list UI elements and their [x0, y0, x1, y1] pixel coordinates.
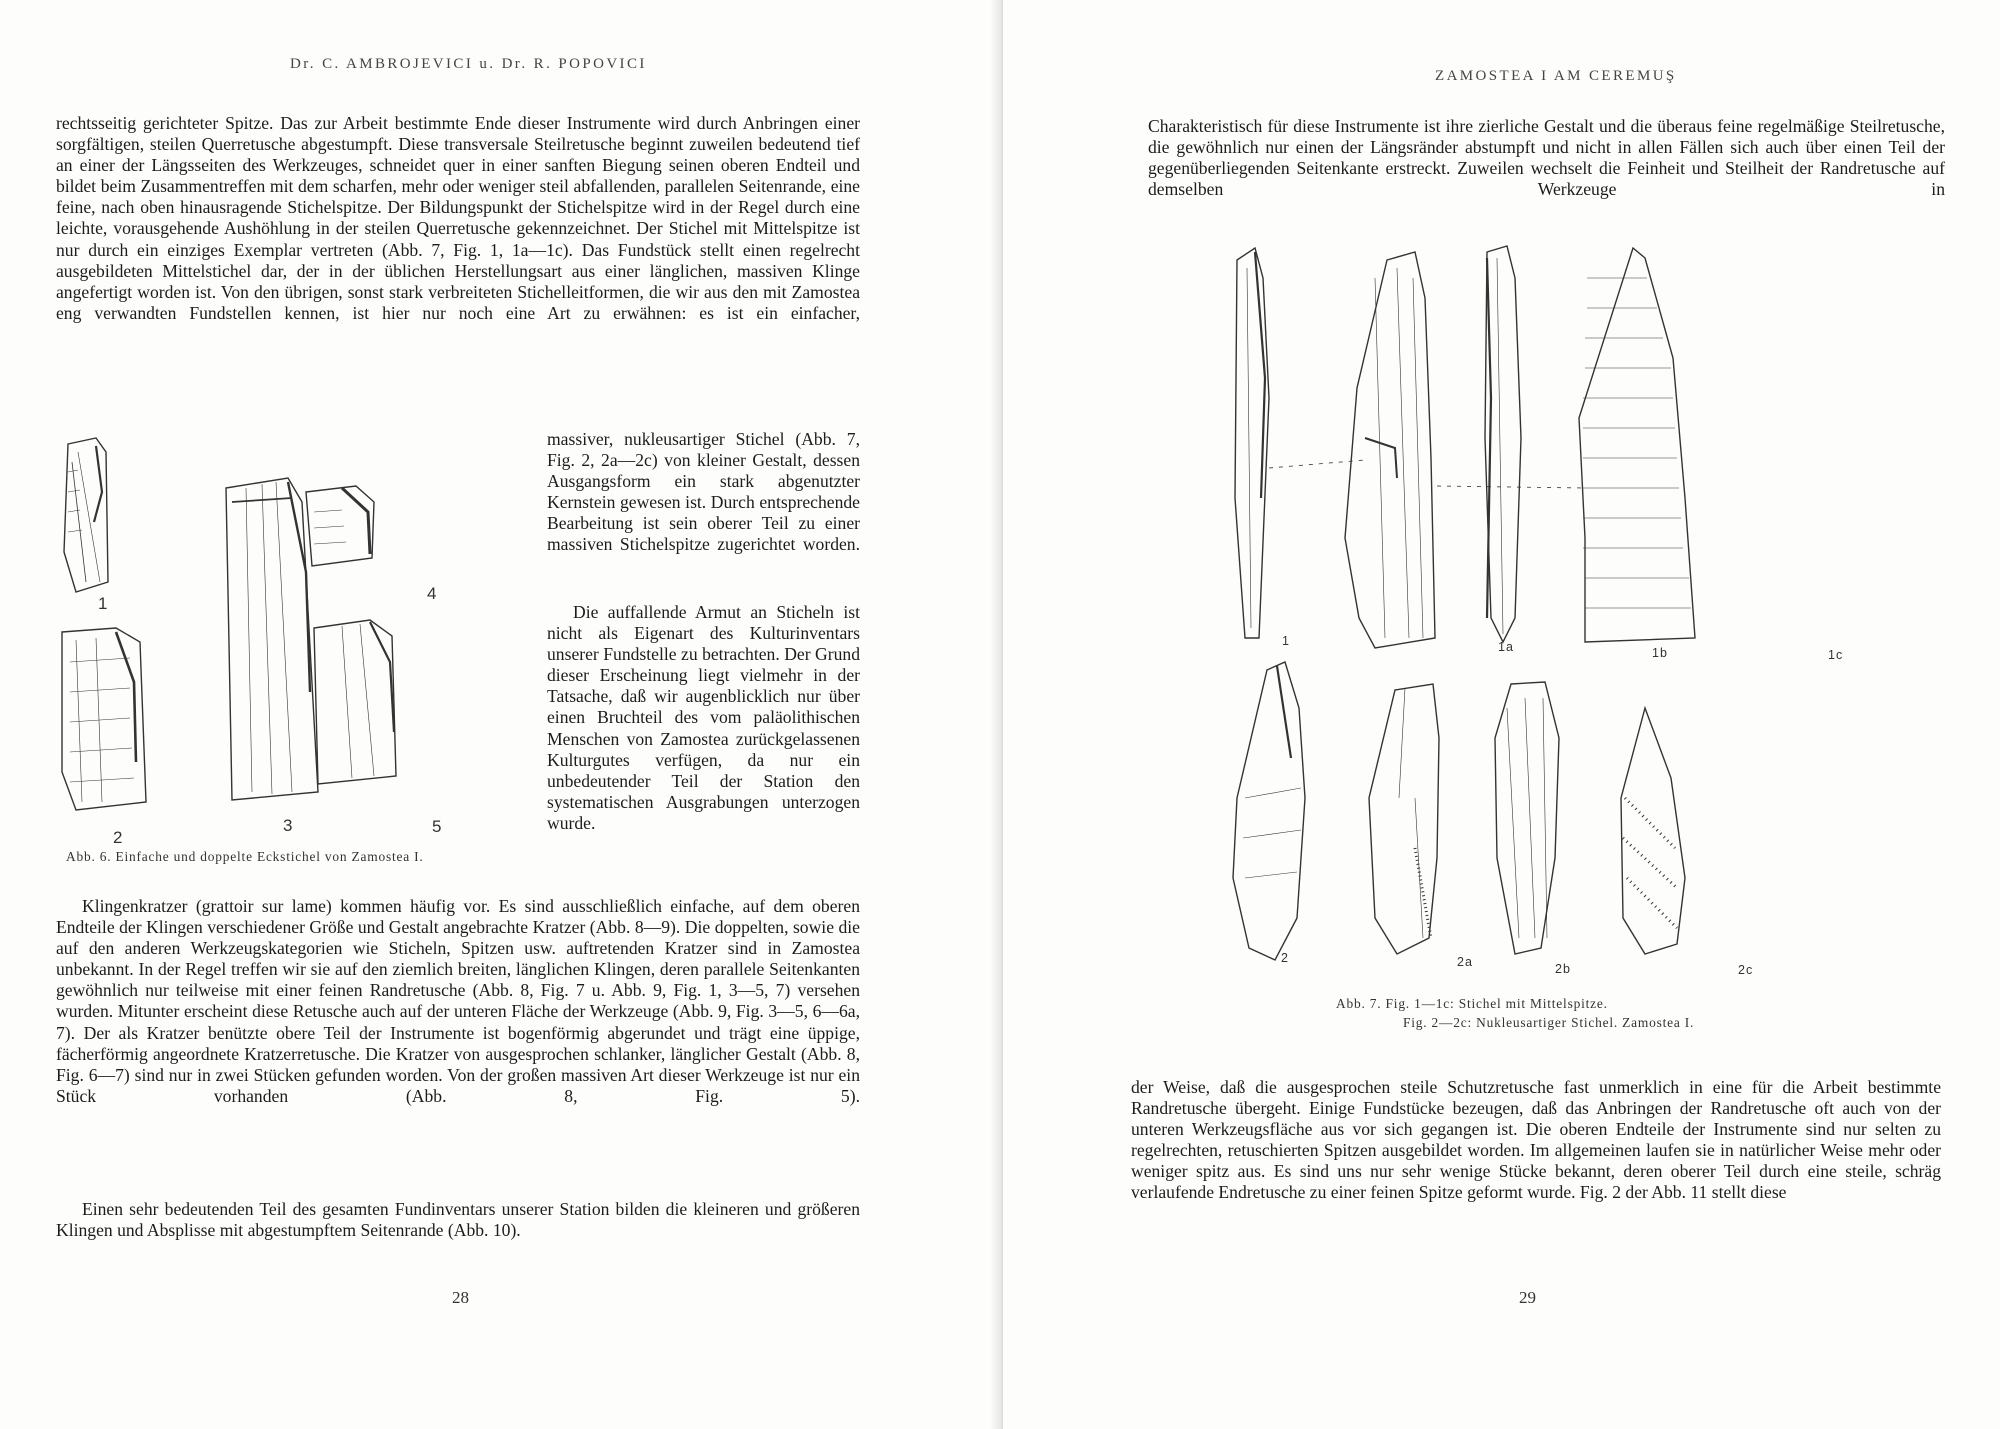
figure-label-1: 1 [1282, 634, 1290, 648]
artifact-drawing-3 [226, 478, 318, 800]
figure-label-2: 2 [113, 828, 123, 847]
artifact-drawing-1c [1579, 248, 1695, 642]
figure-abb-6 [56, 432, 536, 812]
left-paragraph-bottom-1: Klingenkratzer (grattoir sur lame) kommen häufig vor. Es sind ausschließlich einfache, auf dem oberen Endteile der Klingen verschiedener Größe und Gestalt angebrachte Kratzer (Abb. 8—9). Die doppelten, sowie die auf den anderen Werkzeugskategorien wie Sticheln, Spitzen usw. auftretenden Kratzer sind in Zamostea unbekannt. In der Regel treffen wir sie auf den ziemlich breiten, länglichen Klingen, deren parallele Seitenkanten gewöhnlich nur teilweise mit einer feinen Randretusche (Abb. 8, Fig. 7 u. Abb. 9, Fig. 1, 3—5, 7) versehen wurden. Mitunter erscheint diese Retusche auch auf der unteren Fläche der Werkzeuge (Abb. 9, Fig. 3—5, 6—6a, 7). Der als Kratzer benützte obere Teil der Instrumente ist bogenförmig abgerundet und trägt eine üppige, fächerförmig angeordnete Kratzerretusche. Die Kratzer von ausgesprochen schlanker, länglicher Gestalt (Abb. 8, Fig. 6—7) sind nur in zwei Stücken gefunden worden. Von der großen massiven Art dieser Werkzeuge ist nur ein Stück vorhanden (Abb. 8, Fig. 5). [56, 896, 860, 1106]
figure-label-3: 3 [283, 816, 293, 835]
artifact-drawing-4 [306, 486, 374, 566]
figure-caption-abb-6: Abb. 6. Einfache und doppelte Eckstichel von Zamostea I. [66, 849, 424, 864]
figure-label-1a: 1a [1498, 640, 1514, 654]
figure-label-1: 1 [98, 594, 108, 613]
figure-label-5: 5 [432, 817, 442, 836]
artifact-drawing-1b [1485, 246, 1521, 642]
left-side-column-1: massiver, nukleusartiger Stichel (Abb. 7, Fig. 2, 2a—2c) von kleiner Gestalt, dessen Ausgangsform ein stark abgenutzter Kernstein gewesen ist. Durch entsprechende Bearbeitung ist sein oberer Teil zu einer massiven Stichelspitze zugerichtet worden. [547, 429, 860, 555]
figure-abb-7 [1225, 238, 1965, 978]
artifact-drawing-1a [1345, 252, 1435, 648]
artifact-drawing-2 [1233, 662, 1305, 960]
artifact-drawing-1 [1235, 248, 1269, 638]
artifact-drawing-2a [1369, 684, 1439, 954]
right-page [1003, 0, 2000, 1429]
left-paragraph-top: rechtsseitig gerichteter Spitze. Das zur Arbeit bestimmte Ende dieser Instrumente wird durch Anbringen einer sorgfältigen, steilen Querretusche abgestumpft. Diese transversale Steilretusche beginnt zuweilen bedeutend tief an einer der Längsseiten des Werkzeuges, schneidet quer in einer sanften Biegung seinen oberen Endteil und bildet beim Zusammentreffen mit dem scharfen, mehr oder weniger steil abfallenden, parallelen Seitenrande, eine feine, nach oben hinausragende Stichelspitze. Der Bildungspunkt der Stichelspitze wird in der Regel durch eine leichte, vorausgehende Aushöhlung in der steilen Querretusche gekennzeichnet. Der Stichel mit Mittelspitze ist nur durch ein einziges Exemplar vertreten (Abb. 7, Fig. 1, 1a—1c). Das Fundstück stellt einen regelrecht ausgebildeten Mittelstichel dar, der in der üblichen Herstellungsart aus einer länglichen, massiven Klinge angefertigt worden ist. Von den übrigen, sonst stark verbreiteten Stichelleitformen, die wir aus den mit Zamostea eng verwandten Fundstellen kennen, ist hier nur noch eine Art zu erwähnen: es ist ein einfacher, [56, 113, 860, 323]
left-paragraph-bottom-2: Einen sehr bedeutenden Teil des gesamten Fundinventars unserer Station bilden die kleineren und größeren Klingen und Absplisse mit abgestumpftem Seitenrande (Abb. 10). [56, 1199, 860, 1241]
running-head-left: Dr. C. AMBROJEVICI u. Dr. R. POPOVICI [290, 56, 647, 72]
figure-label-2: 2 [1281, 951, 1289, 965]
artifact-drawing-2 [62, 628, 146, 810]
figure-label-2a: 2a [1457, 955, 1473, 969]
figure-label-4: 4 [427, 584, 437, 603]
figure-caption-abb-7-line2: Fig. 2—2c: Nukleusartiger Stichel. Zamostea I. [1403, 1015, 1695, 1030]
artifact-drawing-5 [314, 620, 396, 784]
figure-caption-abb-7-line1: Abb. 7. Fig. 1—1c: Stichel mit Mittelspitze. [1336, 996, 1608, 1011]
figure-label-1b: 1b [1652, 646, 1668, 660]
figure-label-2b: 2b [1555, 962, 1571, 976]
page-number-right: 29 [1519, 1288, 1536, 1307]
artifact-drawing-1 [64, 438, 108, 592]
right-paragraph-top: Charakteristisch für diese Instrumente ist ihre zierliche Gestalt und die überaus feine regelmäßige Steilretusche, die gewöhnlich nur einen der Längsränder abstumpft und nicht in allen Fällen sich auch über einen Teil der gegenüberliegenden Seitenkante erstreckt. Zuweilen wechselt die Feinheit und Steilheit der Randretusche auf demselben Werkzeuge in [1148, 116, 1945, 200]
artifact-drawing-2c [1621, 708, 1685, 954]
right-paragraph-bottom: der Weise, daß die ausgesprochen steile Schutzretusche fast unmerklich in eine für die Arbeit bestimmte Randretusche übergeht. Einige Fundstücke bezeugen, daß das Anbringen der Randretusche oft auch von der unteren Werkzeugsfläche aus vor sich gegangen ist. Die oberen Endteile der Instrumente sind nur selten zu regelrechten, retuschierten Spitzen ausgebildet worden. Im allgemeinen laufen sie in natürlicher Weise mehr oder weniger spitz aus. Es sind uns nur sehr wenige Stücke bekannt, deren oberer Teil durch eine steile, schräg verlaufende Endretusche zu einer feinen Spitze geformt wurde. Fig. 2 der Abb. 11 stellt diese [1131, 1077, 1941, 1203]
left-side-column-2: Die auffallende Armut an Sticheln ist nicht als Eigenart des Kulturinventars unserer Fundstelle zu betrachten. Der Grund dieser Erscheinung liegt vielmehr in der Tatsache, daß wir augenblicklich nur über einen Bruchteil des vom paläolithischen Menschen von Zamostea zurückgelassenen Kulturgutes verfügen, da nur ein unbedeutender Teil der Station den systematischen Ausgrabungen unterzogen wurde. [547, 602, 860, 833]
figure-label-2c: 2c [1738, 963, 1754, 977]
figure-label-1c: 1c [1828, 648, 1844, 662]
running-head-right: ZAMOSTEA I AM CEREMUŞ [1435, 68, 1677, 84]
artifact-drawing-2b [1495, 682, 1559, 954]
page-number-left: 28 [452, 1288, 469, 1307]
